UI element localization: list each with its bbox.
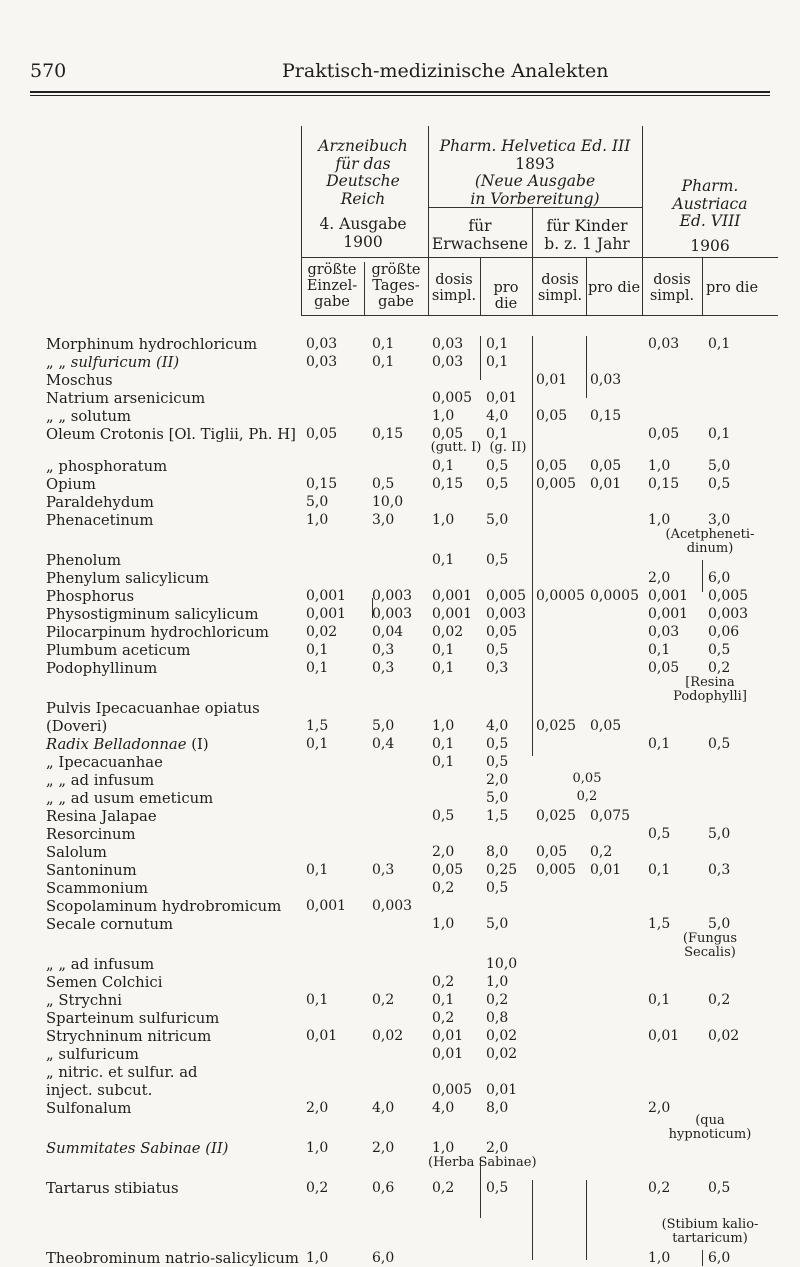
header-rule xyxy=(30,91,770,93)
row-label: Tartarus stibiatus xyxy=(46,1180,179,1197)
grid-line xyxy=(586,1180,587,1260)
dose-cell: 0,01 xyxy=(486,1082,518,1098)
dose-cell: 0,5 xyxy=(708,736,731,752)
dose-cell: 0,2 xyxy=(372,992,395,1008)
running-title: Praktisch-medizinische Analekten xyxy=(282,60,609,82)
dose-cell: 0,2 xyxy=(708,660,731,676)
sub-dosis-adult: dosis simpl. xyxy=(431,272,477,304)
dose-cell: 0,03 xyxy=(306,336,338,352)
dose-cell: 0,5 xyxy=(432,808,455,824)
dose-cell: 0,005 xyxy=(536,862,577,878)
dose-cell: 5,0 xyxy=(372,718,395,734)
grid-line xyxy=(428,207,642,208)
grid-line xyxy=(532,336,533,756)
grid-line xyxy=(302,315,778,316)
annotation-note: (Fungus Secalis) xyxy=(682,931,738,960)
dose-cell: 0,3 xyxy=(372,862,395,878)
dose-cell: 2,0 xyxy=(486,1140,509,1156)
dose-cell: 10,0 xyxy=(372,494,404,510)
dose-cell: 0,5 xyxy=(486,476,509,492)
annotation-note: 0,05 xyxy=(572,771,602,786)
row-label: Moschus xyxy=(46,372,113,389)
dose-cell: 0,1 xyxy=(648,862,671,878)
dose-cell: 0,0005 xyxy=(590,588,639,604)
dose-cell: 1,5 xyxy=(648,916,671,932)
dose-cell: 5,0 xyxy=(486,512,509,528)
dose-cell: 0,003 xyxy=(372,606,413,622)
dose-cell: 0,01 xyxy=(306,1028,338,1044)
dose-cell: 0,02 xyxy=(486,1046,518,1062)
row-label: Natrium arsenicicum xyxy=(46,390,206,407)
dose-cell: 0,05 xyxy=(536,458,568,474)
dose-cell: 0,1 xyxy=(486,426,509,442)
header-austriaca: Pharm. Austriaca Ed. VIII xyxy=(672,177,748,230)
dose-cell: 4,0 xyxy=(372,1100,395,1116)
dose-cell: 0,5 xyxy=(486,736,509,752)
row-label: Plumbum aceticum xyxy=(46,642,191,659)
dose-cell: 8,0 xyxy=(486,844,509,860)
dose-cell: 0,5 xyxy=(486,552,509,568)
dose-cell: 0,05 xyxy=(648,660,680,676)
dose-cell: 0,3 xyxy=(708,862,731,878)
sub-prodie-child: pro die xyxy=(587,280,641,296)
dose-cell: 0,2 xyxy=(432,1010,455,1026)
dose-cell: 0,02 xyxy=(306,624,338,640)
annotation-note: (Herba Sabinae) xyxy=(428,1155,537,1170)
dose-cell: 8,0 xyxy=(486,1100,509,1116)
sub-einzelgabe: größte Einzel- gabe xyxy=(306,262,358,310)
dose-cell: 0,1 xyxy=(486,354,509,370)
dose-cell: 0,03 xyxy=(432,336,464,352)
dose-cell: 0,1 xyxy=(432,992,455,1008)
dose-cell: 6,0 xyxy=(708,570,731,586)
dose-cell: 4,0 xyxy=(432,1100,455,1116)
dose-cell: 0,2 xyxy=(708,992,731,1008)
dose-cell: 0,03 xyxy=(590,372,622,388)
dose-cell: 0,4 xyxy=(372,736,395,752)
dose-cell: 0,1 xyxy=(432,642,455,658)
dose-cell: 0,15 xyxy=(372,426,404,442)
row-label: (Doveri) xyxy=(46,718,108,735)
row-label: Resorcinum xyxy=(46,826,136,843)
dose-cell: 5,0 xyxy=(708,916,731,932)
row-label: Physostigminum salicylicum xyxy=(46,606,259,623)
grid-line xyxy=(364,262,365,316)
dose-cell: 0,15 xyxy=(648,476,680,492)
dose-cell: 6,0 xyxy=(372,1250,395,1266)
row-label: Resina Jalapae xyxy=(46,808,157,825)
annotation-note: (qua hypnoticum) xyxy=(668,1113,752,1142)
dose-cell: 1,0 xyxy=(648,458,671,474)
dose-cell: 0,005 xyxy=(536,476,577,492)
dose-cell: 0,075 xyxy=(590,808,631,824)
row-label: „ „ solutum xyxy=(46,408,132,425)
row-label: Pulvis Ipecacuanhae opiatus xyxy=(46,700,260,717)
row-label: „ Strychni xyxy=(46,992,122,1009)
row-label: Scammonium xyxy=(46,880,149,897)
dose-cell: 0,2 xyxy=(306,1180,329,1196)
row-label: Strychninum nitricum xyxy=(46,1028,212,1045)
dose-cell: 0,5 xyxy=(486,642,509,658)
dose-cell: 0,01 xyxy=(648,1028,680,1044)
dose-cell: 0,003 xyxy=(372,898,413,914)
row-label: Scopolaminum hydrobromicum xyxy=(46,898,282,915)
dose-cell: 0,003 xyxy=(486,606,527,622)
dose-cell: 0,025 xyxy=(536,718,577,734)
dose-cell: 0,2 xyxy=(432,1180,455,1196)
dose-cell: 0,005 xyxy=(432,1082,473,1098)
dose-cell: 0,02 xyxy=(486,1028,518,1044)
row-label: Sulfonalum xyxy=(46,1100,132,1117)
dose-cell: 0,001 xyxy=(306,898,347,914)
grid-line xyxy=(586,258,587,316)
grid-line xyxy=(586,336,587,398)
row-label: Summitates Sabinae (II) xyxy=(46,1140,229,1157)
dose-cell: 0,1 xyxy=(432,736,455,752)
dose-cell: 0,2 xyxy=(486,992,509,1008)
dose-cell: 0,005 xyxy=(486,588,527,604)
dose-cell: 1,5 xyxy=(486,808,509,824)
dose-cell: 6,0 xyxy=(708,1250,731,1266)
dose-cell: 1,0 xyxy=(306,512,329,528)
annotation-note: (g. II) xyxy=(489,440,527,455)
dose-cell: 0,2 xyxy=(648,1180,671,1196)
dose-cell: 0,1 xyxy=(648,736,671,752)
dose-cell: 0,02 xyxy=(708,1028,740,1044)
dose-cell: 0,03 xyxy=(306,354,338,370)
dose-cell: 0,05 xyxy=(590,718,622,734)
dose-cell: 0,01 xyxy=(590,476,622,492)
header-child: für Kinder b. z. 1 Jahr xyxy=(544,217,630,253)
dose-cell: 0,1 xyxy=(306,992,329,1008)
dose-cell: 0,1 xyxy=(648,992,671,1008)
header-austriaca-year: 1906 xyxy=(690,237,730,255)
dose-cell: 0,5 xyxy=(708,642,731,658)
dose-cell: 1,0 xyxy=(432,512,455,528)
dose-cell: 0,5 xyxy=(486,1180,509,1196)
dose-cell: 0,01 xyxy=(536,372,568,388)
dose-cell: 0,025 xyxy=(536,808,577,824)
dose-cell: 1,5 xyxy=(306,718,329,734)
dose-cell: 0,05 xyxy=(648,426,680,442)
annotation-note: [Resina Podophylli] xyxy=(673,675,747,704)
dose-cell: 0,1 xyxy=(306,642,329,658)
grid-line xyxy=(532,208,533,316)
dose-cell: 0,1 xyxy=(306,862,329,878)
dose-cell: 0,01 xyxy=(486,390,518,406)
page-number: 570 xyxy=(30,60,67,82)
dose-cell: 0,5 xyxy=(486,754,509,770)
dose-cell: 0,05 xyxy=(306,426,338,442)
dose-cell: 0,05 xyxy=(486,624,518,640)
row-label: Podophyllinum xyxy=(46,660,158,677)
dose-cell: 0,001 xyxy=(432,606,473,622)
header-dab-edition: 4. Ausgabe 1900 xyxy=(319,215,407,251)
header-helvetica: Pharm. Helvetica Ed. III 1893 (Neue Ausgabe in Vorbereitung) xyxy=(439,137,631,208)
dose-cell: 5,0 xyxy=(708,458,731,474)
dose-cell: 1,0 xyxy=(432,408,455,424)
dose-cell: 4,0 xyxy=(486,718,509,734)
dose-cell: 2,0 xyxy=(486,772,509,788)
row-label: Phenolum xyxy=(46,552,121,569)
grid-line xyxy=(702,560,703,592)
grid-line xyxy=(642,126,643,316)
dose-cell: 2,0 xyxy=(432,844,455,860)
dose-cell: 2,0 xyxy=(372,1140,395,1156)
row-label: Oleum Crotonis [Ol. Tiglii, Ph. H] xyxy=(46,426,296,443)
dose-cell: 1,0 xyxy=(648,512,671,528)
dose-cell: 1,0 xyxy=(648,1250,671,1266)
dose-cell: 0,04 xyxy=(372,624,404,640)
dose-cell: 0,1 xyxy=(432,660,455,676)
sub-dosis-child: dosis simpl. xyxy=(537,272,583,304)
dose-cell: 0,01 xyxy=(432,1028,464,1044)
grid-line xyxy=(532,1180,533,1260)
dose-cell: 0,05 xyxy=(536,844,568,860)
dose-cell: 0,01 xyxy=(432,1046,464,1062)
dose-cell: 0,15 xyxy=(306,476,338,492)
dose-cell: 0,1 xyxy=(648,642,671,658)
sub-dosis-austr: dosis simpl. xyxy=(649,272,695,304)
dose-cell: 2,0 xyxy=(648,570,671,586)
row-label: Pilocarpinum hydrochloricum xyxy=(46,624,269,641)
dose-cell: 5,0 xyxy=(306,494,329,510)
sub-prodie-adult: pro die xyxy=(493,280,519,312)
dose-cell: 3,0 xyxy=(708,512,731,528)
dose-cell: 0,1 xyxy=(372,354,395,370)
dose-cell: 0,1 xyxy=(306,660,329,676)
dose-cell: 0,1 xyxy=(432,458,455,474)
dose-cell: 0,05 xyxy=(536,408,568,424)
grid-line xyxy=(301,126,302,316)
dose-cell: 3,0 xyxy=(372,512,395,528)
dose-cell: 0,003 xyxy=(372,588,413,604)
dose-cell: 1,0 xyxy=(486,974,509,990)
dose-cell: 0,15 xyxy=(432,476,464,492)
annotation-note: (Acetpheneti- dinum) xyxy=(665,527,755,556)
dose-cell: 0,02 xyxy=(432,624,464,640)
dose-cell: 0,1 xyxy=(708,426,731,442)
dose-cell: 0,3 xyxy=(372,660,395,676)
row-label: Opium xyxy=(46,476,96,493)
dose-cell: 0,02 xyxy=(372,1028,404,1044)
dose-cell: 2,0 xyxy=(648,1100,671,1116)
dose-cell: 0,005 xyxy=(708,588,749,604)
dose-cell: 0,001 xyxy=(648,606,689,622)
dose-cell: 0,001 xyxy=(306,588,347,604)
dose-cell: 5,0 xyxy=(708,826,731,842)
row-label: Morphinum hydrochloricum xyxy=(46,336,258,353)
row-label: Secale cornutum xyxy=(46,916,174,933)
row-label: „ Ipecacuanhae xyxy=(46,754,163,771)
dose-cell: 1,0 xyxy=(432,718,455,734)
dose-cell: 0,1 xyxy=(708,336,731,352)
row-label: „ „ sulfuricum (II) xyxy=(46,354,180,371)
dose-cell: 1,0 xyxy=(432,916,455,932)
row-label: „ „ ad infusum xyxy=(46,956,155,973)
dose-cell: 0,5 xyxy=(648,826,671,842)
grid-line xyxy=(702,258,703,316)
row-label: „ phosphoratum xyxy=(46,458,168,475)
dose-cell: 0,03 xyxy=(648,624,680,640)
dose-cell: 0,003 xyxy=(708,606,749,622)
row-label: Paraldehydum xyxy=(46,494,154,511)
dose-cell: 0,5 xyxy=(486,880,509,896)
dose-cell: 0,8 xyxy=(486,1010,509,1026)
dose-cell: 0,05 xyxy=(432,426,464,442)
dose-cell: 0,5 xyxy=(708,476,731,492)
sub-tagesgabe: größte Tages- gabe xyxy=(371,262,421,310)
row-label: Semen Colchici xyxy=(46,974,163,991)
row-label: inject. subcut. xyxy=(46,1082,153,1099)
row-label: Theobrominum natrio-salicylicum xyxy=(46,1250,299,1267)
dose-cell: 0,1 xyxy=(372,336,395,352)
dose-cell: 0,5 xyxy=(708,1180,731,1196)
dose-cell: 0,3 xyxy=(486,660,509,676)
dose-cell: 0,2 xyxy=(432,880,455,896)
header-rule-thin xyxy=(30,95,770,96)
row-label: Salolum xyxy=(46,844,107,861)
dose-cell: 0,03 xyxy=(648,336,680,352)
dose-cell: 0,15 xyxy=(590,408,622,424)
row-label: Phosphorus xyxy=(46,588,135,605)
dose-cell: 0,001 xyxy=(306,606,347,622)
dose-cell: 0,25 xyxy=(486,862,518,878)
row-label: Santoninum xyxy=(46,862,137,879)
row-label: Phenacetinum xyxy=(46,512,154,529)
dose-cell: 10,0 xyxy=(486,956,518,972)
row-label: „ „ ad infusum xyxy=(46,772,155,789)
dose-cell: 5,0 xyxy=(486,916,509,932)
sub-prodie-austr: pro die xyxy=(705,280,759,296)
dose-cell: 0,005 xyxy=(432,390,473,406)
dose-cell: 0,5 xyxy=(372,476,395,492)
dose-cell: 1,0 xyxy=(306,1250,329,1266)
dose-cell: 0,2 xyxy=(432,974,455,990)
header-adult: für Erwachsene xyxy=(431,217,529,253)
dose-cell: 0,5 xyxy=(486,458,509,474)
dose-cell: 0,06 xyxy=(708,624,740,640)
grid-line xyxy=(428,126,429,316)
dose-cell: 0,1 xyxy=(432,552,455,568)
dose-cell: 0,1 xyxy=(432,754,455,770)
dose-cell: 0,2 xyxy=(590,844,613,860)
dose-cell: 4,0 xyxy=(486,408,509,424)
annotation-note: 0,2 xyxy=(576,789,598,804)
row-label: Radix Belladonnae (I) xyxy=(46,736,209,753)
grid-line xyxy=(302,257,778,258)
annotation-note: (gutt. I) xyxy=(430,440,482,455)
dose-cell: 2,0 xyxy=(306,1100,329,1116)
dose-cell: 0,0005 xyxy=(536,588,585,604)
row-label: „ nitric. et sulfur. ad xyxy=(46,1064,198,1081)
dose-cell: 0,1 xyxy=(306,736,329,752)
dose-cell: 0,3 xyxy=(372,642,395,658)
row-label: Sparteinum sulfuricum xyxy=(46,1010,220,1027)
dose-cell: 0,05 xyxy=(590,458,622,474)
row-label: „ „ ad usum emeticum xyxy=(46,790,214,807)
grid-line xyxy=(480,258,481,316)
dose-cell: 0,03 xyxy=(432,354,464,370)
row-label: Phenylum salicylicum xyxy=(46,570,209,587)
dose-cell: 1,0 xyxy=(306,1140,329,1156)
dose-cell: 0,05 xyxy=(432,862,464,878)
row-label: „ sulfuricum xyxy=(46,1046,139,1063)
dose-cell: 0,6 xyxy=(372,1180,395,1196)
header-dab: Arzneibuch für das Deutsche Reich xyxy=(318,137,408,208)
dose-cell: 0,001 xyxy=(432,588,473,604)
dose-cell: 0,1 xyxy=(486,336,509,352)
dose-cell: 5,0 xyxy=(486,790,509,806)
dose-cell: 1,0 xyxy=(432,1140,455,1156)
annotation-note: (Stibium kalio- tartaricum) xyxy=(661,1217,759,1246)
grid-line xyxy=(480,336,481,380)
grid-line xyxy=(702,1250,703,1266)
dose-cell: 0,001 xyxy=(648,588,689,604)
dose-cell: 0,01 xyxy=(590,862,622,878)
